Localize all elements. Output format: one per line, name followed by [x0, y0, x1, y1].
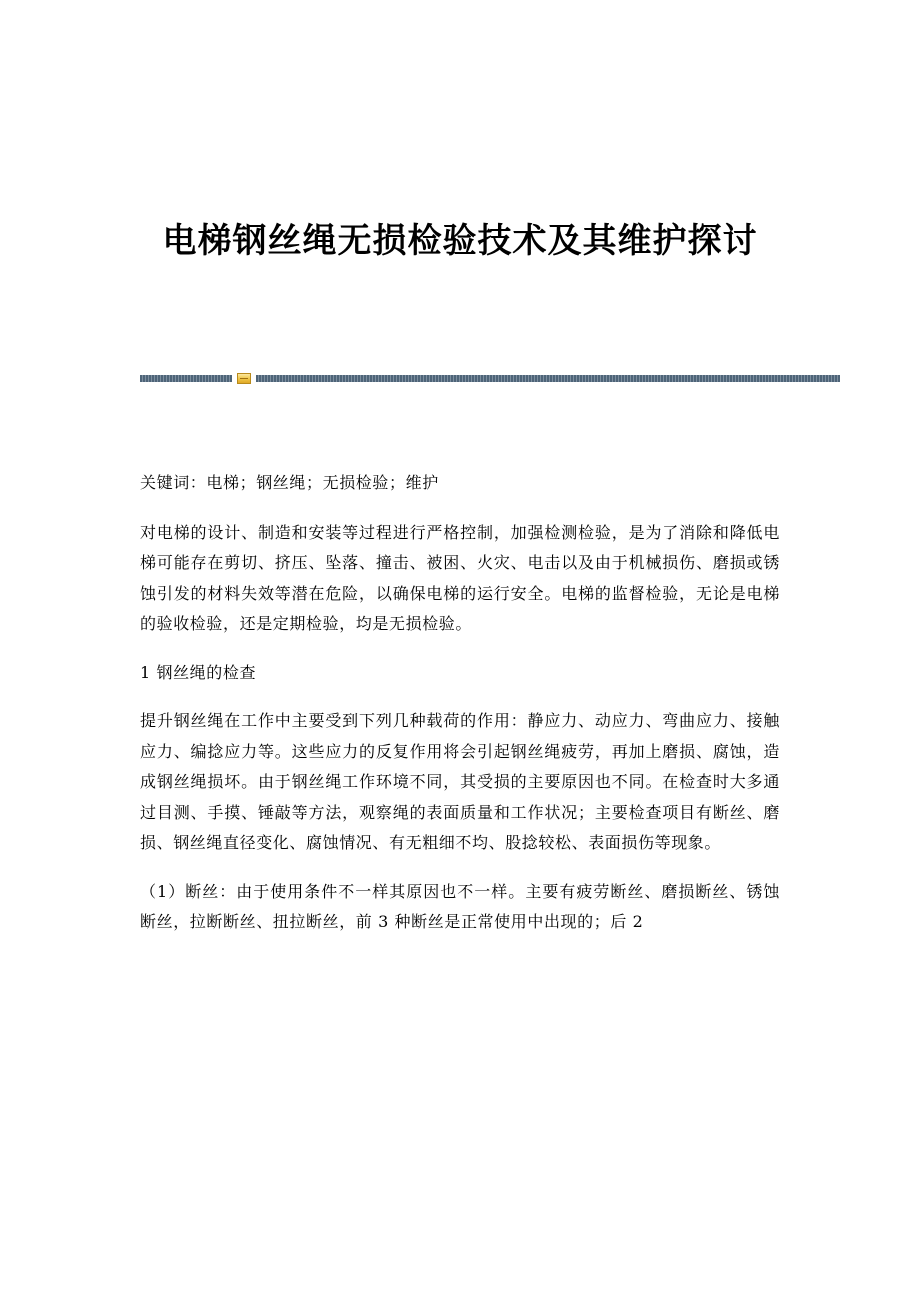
section-1-paragraph: 提升钢丝绳在工作中主要受到下列几种载荷的作用：静应力、动应力、弯曲应力、接触应力、编捻应力等。这些应力的反复作用将会引起钢丝绳疲劳，再加上磨损、腐蚀，造成钢丝绳损坏。由于钢丝绳工作环境不同，其受损的主要原因也不同。在检查时大多通过目测、手摸、锤敲等方法，观察绳的表面质量和工作状况；主要检查项目有断丝、磨损、钢丝绳直径变化、腐蚀情况、有无粗细不均、股捻较松、表面损伤等现象。 — [140, 711, 780, 852]
section-heading-1: 1 钢丝绳的检查 — [140, 662, 257, 682]
document-title: 电梯钢丝绳无损检验技术及其维护探讨 — [162, 221, 758, 261]
divider-bar-left — [140, 375, 232, 382]
item-1-paragraph: （1）断丝：由于使用条件不一样其原因也不一样。主要有疲劳断丝、磨损断丝、锈蚀断丝，拉断断丝、扭拉断丝，前 3 种断丝是正常使用中出现的；后 2 — [140, 881, 780, 931]
divider-emblem-icon — [237, 373, 251, 384]
title-divider — [140, 373, 840, 383]
document-body — [140, 468, 780, 938]
intro-paragraph: 对电梯的设计、制造和安装等过程进行严格控制，加强检测检验，是为了消除和降低电梯可能存在剪切、挤压、坠落、撞击、被困、火灾、电击以及由于机械损伤、磨损或锈蚀引发的材料失效等潜在危险，以确保电梯的运行安全。电梯的监督检验，无论是电梯的验收检验，还是定期检验，均是无损检验。 — [140, 522, 780, 633]
divider-bar-right — [256, 375, 840, 382]
keywords-line: 关键词：电梯；钢丝绳；无损检验；维护 — [140, 473, 439, 492]
